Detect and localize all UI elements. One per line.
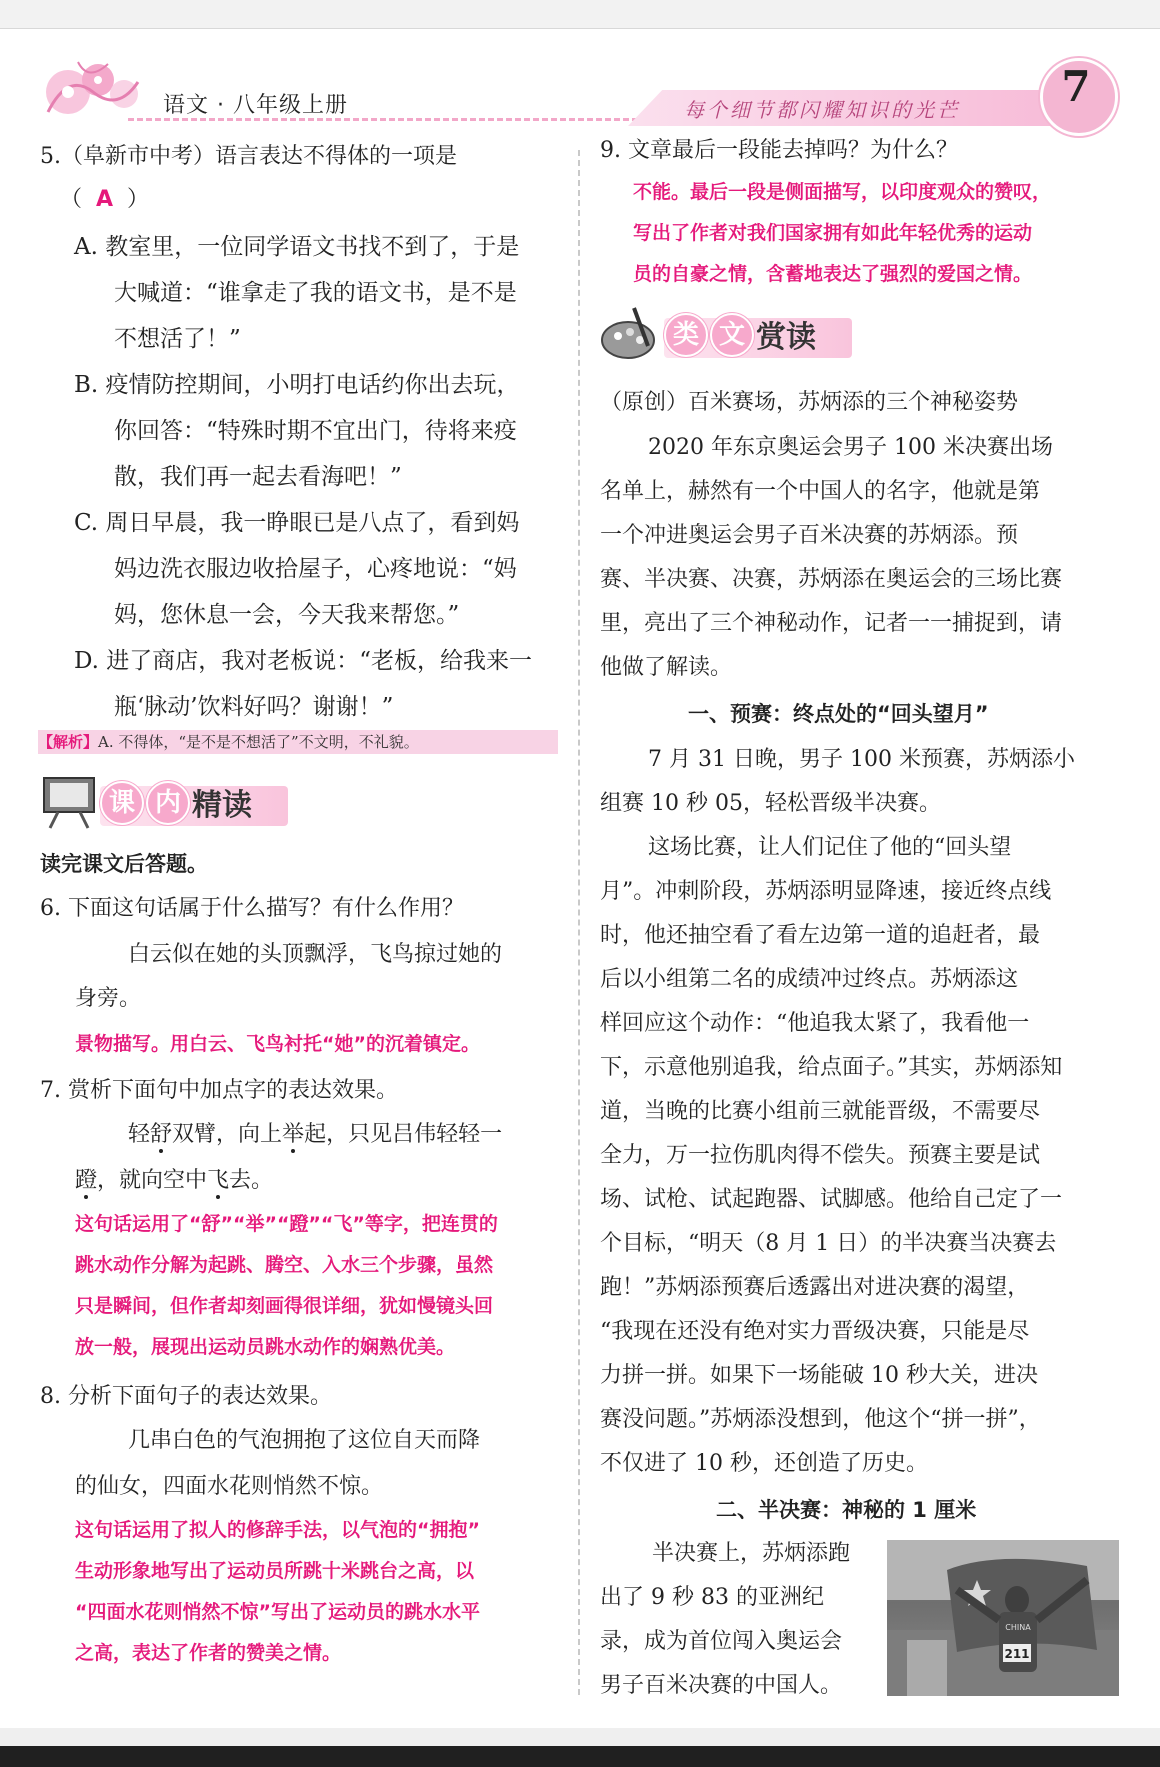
q7-answer: 这句话运用了“舒”“举”“蹬”“飞”等字，把连贯的 跳水动作分解为起跳、腾空、入水三个步骤，虽然 只是瞬间，但作者却刻画得很详细，犹如慢镜头回 放一般，展现出运动员跳水动作的娴熟优美。: [75, 1213, 498, 1358]
article-para-2: 7 月 31 日晚，男子 100 米预赛，苏炳添小 组赛 10 秒 05，轻松晋级半决赛。: [600, 747, 1075, 816]
header-dashed-line: [128, 118, 638, 121]
q5-option-d: D. 进了商店，我对老板说：“老板，给我来一 瓶‘脉动’饮料好吗？谢谢！”: [74, 648, 533, 720]
bib-number: 211: [1004, 1647, 1030, 1661]
palette-brush-icon: [598, 302, 660, 364]
header-subject: 语文 · 八年级上册: [163, 93, 348, 118]
easel-board-icon: [40, 772, 98, 830]
article-subheading-1: 一、预赛：终点处的“回头望月”: [688, 702, 989, 726]
article-para-3: 这场比赛，让人们记住了他的“回头望 月”。冲刺阶段，苏炳添明显降速，接近终点线 时，他还抽空看了看左边第一道的追赶者，最 后以小组第二名的成绩冲过终点。苏炳添这 样回应这个动作：“他追我太紧了，我看他一 下，示意他别追我，给点面子。”其实，苏炳添知 道，当晚的比赛小组前三就能晋级，不需要尽 全力，万一拉伤肌肉得不偿失。预赛主要是试 场、试枪、试起跑器、试脚感。他给自己定了一 个目标，“明天（8 月 1 日）的半决赛当决赛去 跑！”苏炳添预赛后透露出对进决赛的渴望， “我现在还没有绝对实力晋级决赛，只能是尽 力拼一拼。如果下一场能破 10 秒大关，进决 赛没问题。”苏炳添没想到，他这个“拼一拼”， 不仅进了 10 秒，还创造了历史。: [600, 835, 1063, 1476]
q7-stem: 7. 赏析下面句中加点字的表达效果。: [40, 1078, 398, 1103]
q5-answer: A: [96, 187, 114, 212]
section-title-leiwen: 类 文 赏读: [664, 312, 816, 357]
q8-quote-line2: 的仙女，四面水花则悄然不惊。: [75, 1474, 384, 1499]
q5-analysis: 【解析】A. 不得体，“是不是不想活了”不文明，不礼貌。: [38, 730, 558, 754]
viewer-bottom-bar: [0, 1746, 1160, 1767]
viewer-top-bar: [0, 0, 1160, 29]
q5-option-c: C. 周日早晨，我一睁眼已是八点了，看到妈 妈边洗衣服边收拾屋子，心疼地说：“妈 妈，您休息一会，今天我来帮您。”: [74, 510, 520, 628]
header-motto: 每个细节都闪耀知识的光芒: [684, 98, 960, 122]
column-divider: [578, 150, 580, 1695]
instruction: 读完课文后答题。: [40, 852, 208, 876]
q5-option-b: B. 疫情防控期间，小明打电话约你出去玩， 你回答：“特殊时期不宜出门，待将来疫 散，我们再一起去看海吧！”: [74, 372, 520, 490]
q8-stem: 8. 分析下面句子的表达效果。: [40, 1384, 332, 1409]
q8-quote-line1: 几串白色的气泡拥抱了这位自天而降: [128, 1428, 481, 1453]
q5-stem: 5.（阜新市中考）语言表达不得体的一项是: [40, 144, 457, 169]
floral-ornament-icon: [38, 52, 148, 124]
article-subheading-2: 二、半决赛：神秘的 1 厘米: [716, 1498, 977, 1522]
q6-quote-line2: 身旁。: [75, 986, 142, 1011]
section-title-kenei: 课 内 精读: [100, 780, 252, 825]
q5-answer-paren: （ A ）: [60, 187, 150, 212]
athlete-celebrating-image: [887, 1540, 1119, 1696]
q6-answer: 景物描写。用白云、飞鸟衬托“她”的沉着镇定。: [75, 1033, 480, 1055]
page-number: 7: [1061, 62, 1091, 111]
athlete-photo: [887, 1540, 1119, 1696]
article-para-1: 2020 年东京奥运会男子 100 米决赛出场 名单上，赫然有一个中国人的名字，他就是第 一个冲进奥运会男子百米决赛的苏炳添。预 赛、半决赛、决赛，苏炳添在奥运会的三场比赛 里，亮出了三个神秘动作，记者一一捕捉到，请 他做了解读。: [600, 435, 1063, 680]
q9-stem: 9. 文章最后一段能去掉吗？为什么？: [600, 138, 958, 163]
q6-quote-line1: 白云似在她的头顶飘浮，飞鸟掠过她的: [128, 942, 503, 967]
article-para-4: 半决赛上，苏炳添跑 出了 9 秒 83 的亚洲纪 录，成为首位闯入奥运会 男子百米决赛的中国人。: [600, 1541, 851, 1698]
q9-answer: 不能。最后一段是侧面描写，以印度观众的赞叹， 写出了作者对我们国家拥有如此年轻优秀的运动 员的自豪之情，含蓄地表达了强烈的爱国之情。: [633, 181, 1052, 285]
article-title: （原创）百米赛场，苏炳添的三个神秘姿势: [600, 390, 1019, 415]
q5-option-a: A. 教室里，一位同学语文书找不到了，于是 大喊道：“谁拿走了我的语文书，是不是 不想活了！”: [74, 234, 520, 352]
q8-answer: 这句话运用了拟人的修辞手法，以气泡的“拥抱” 生动形象地写出了运动员所跳十米跳台之高，以 “四面水花则悄然不惊”写出了运动员的跳水水平 之高，表达了作者的赞美之情。: [75, 1519, 480, 1664]
q7-quote-line1: 轻舒双臂，向上举起，只见吕伟轻轻一: [128, 1122, 503, 1147]
viewer-bottom-gap: [0, 1728, 1160, 1746]
q6-stem: 6. 下面这句话属于什么描写？有什么作用？: [40, 896, 464, 921]
q7-quote-line2: 蹬，就向空中飞去。: [75, 1168, 274, 1193]
chest-text: CHINA: [1005, 1623, 1031, 1632]
